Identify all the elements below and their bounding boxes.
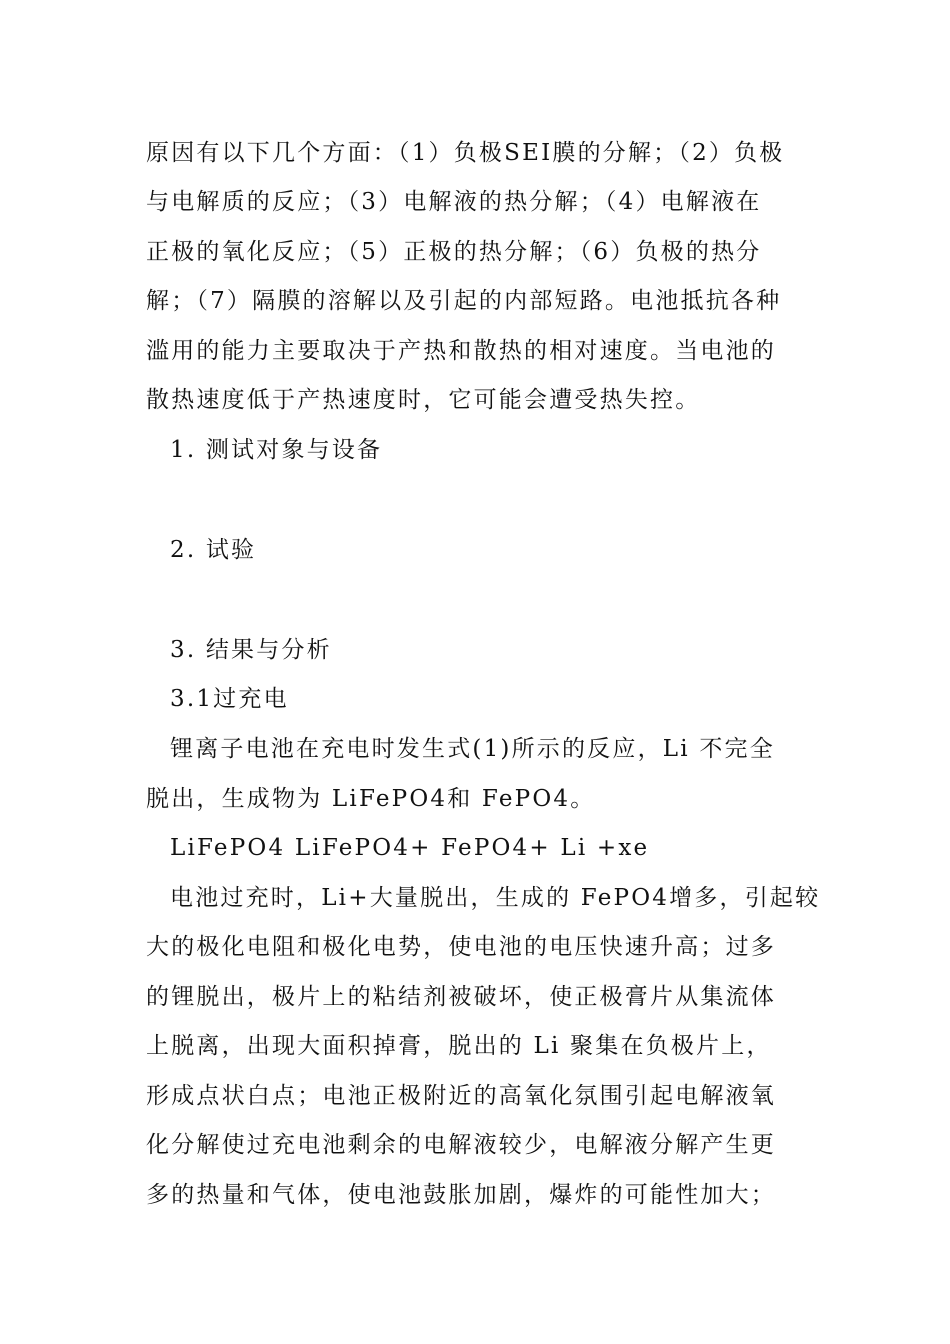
text-line: 脱出，生成物为 LiFePO4和 FePO4。 bbox=[146, 786, 596, 812]
text-line: 与电解质的反应；（3）电解液的热分解；（4）电解液在 bbox=[146, 189, 762, 215]
text-line: 多的热量和气体，使电池鼓胀加剧，爆炸的可能性加大； bbox=[146, 1182, 776, 1208]
text-line: 上脱离，出现大面积掉膏，脱出的 Li 聚集在负极片上， bbox=[146, 1033, 772, 1059]
text-line: 解；（7）隔膜的溶解以及引起的内部短路。电池抵抗各种 bbox=[146, 288, 782, 314]
equation-1: LiFePO4 LiFePO4+ FePO4+ Li +xe bbox=[170, 835, 650, 861]
text-line: 形成点状白点；电池正极附近的高氧化氛围引起电解液氧 bbox=[146, 1083, 776, 1109]
section-heading-3: 3. 结果与分析 bbox=[170, 637, 332, 663]
subsection-heading-3-1: 3.1过充电 bbox=[170, 686, 289, 712]
text-line: 正极的氧化反应；（5）正极的热分解；（6）负极的热分 bbox=[146, 239, 762, 265]
section-heading-1: 1. 测试对象与设备 bbox=[170, 437, 383, 463]
text-line: 滥用的能力主要取决于产热和散热的相对速度。当电池的 bbox=[146, 338, 776, 364]
text-line: 散热速度低于产热速度时，它可能会遭受热失控。 bbox=[146, 387, 701, 413]
text-line: 原因有以下几个方面：（1）负极SEI膜的分解；（2）负极 bbox=[146, 140, 785, 166]
section-heading-2: 2. 试验 bbox=[170, 537, 257, 563]
text-line: 电池过充时，Li+大量脱出，生成的 FePO4增多，引起较 bbox=[170, 885, 821, 911]
text-line: 的锂脱出，极片上的粘结剂被破坏，使正极膏片从集流体 bbox=[146, 984, 776, 1010]
text-line: 大的极化电阻和极化电势，使电池的电压快速升高；过多 bbox=[146, 934, 776, 960]
text-line: 化分解使过充电池剩余的电解液较少，电解液分解产生更 bbox=[146, 1132, 776, 1158]
text-line: 锂离子电池在充电时发生式(1)所示的反应，Li 不完全 bbox=[170, 736, 775, 762]
